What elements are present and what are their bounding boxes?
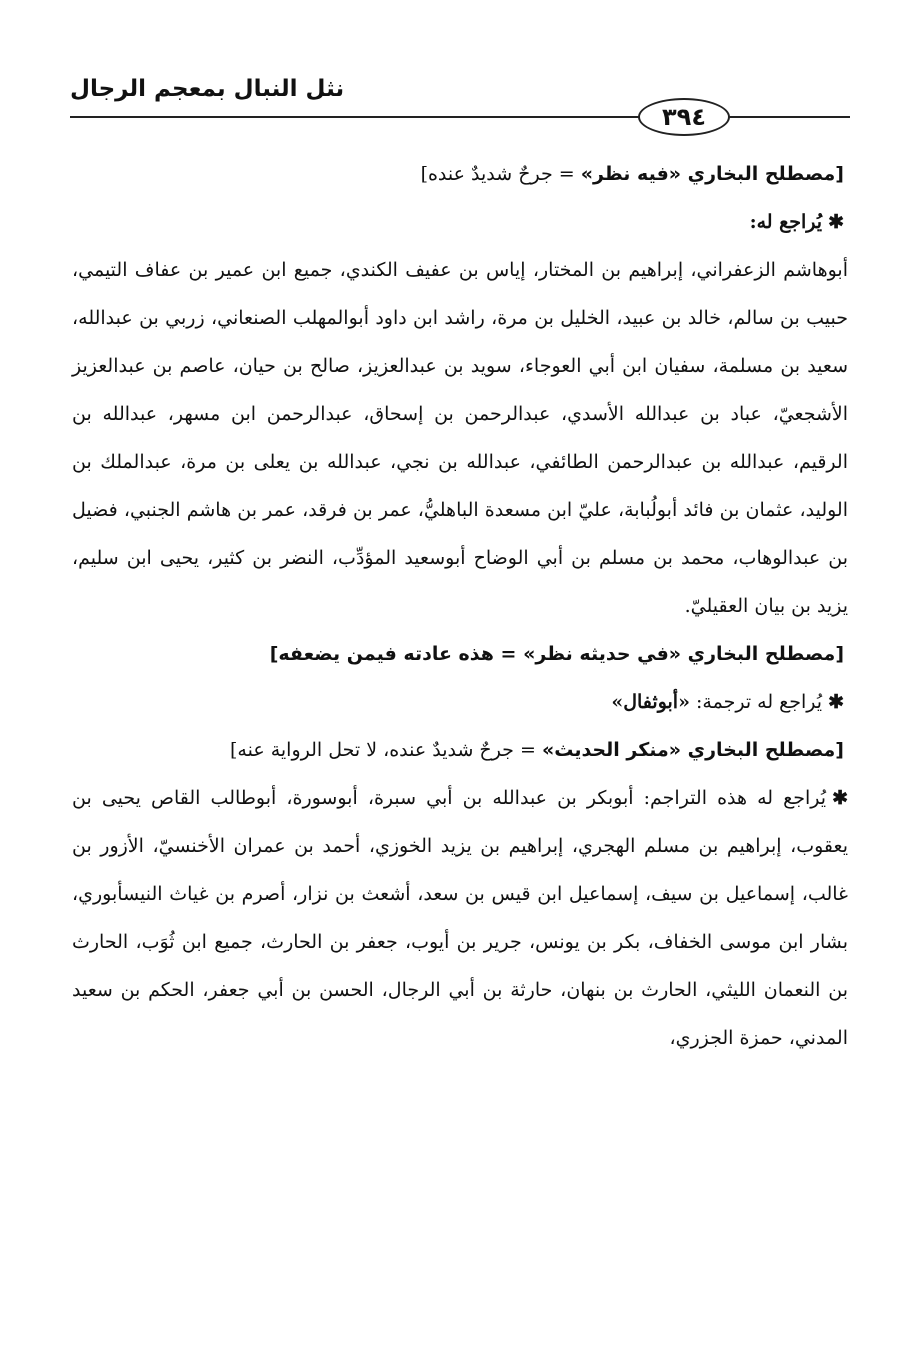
term-heading-rest: = جرحٌ شديدٌ عنده، لا تحل الرواية عنه] [229,739,542,761]
term-heading-bold: [مصطلح البخاري «فيه نظر» [580,163,844,185]
names-list: أبوبكر بن عبدالله بن أبي سبرة، أبوسورة، أبوطالب القاص يحيى بن يعقوب، إبراهيم بن مسلم الهجري، إبراهيم بن يزيد الخوزي، أحمد بن عمران الأخنسيّ، الأزور بن غالب، إسماعيل بن سيف، إسماعيل ابن قيس بن سعد، أشعث بن نزار، أصرم بن غياث النيسأبوري، بشار ابن موسى الخفاف، بكر بن يونس، جرير بن أيوب، جعفر بن الحارث، جميع ابن ثُوَب، الحارث بن النعمان الليثي، الحارث بن بنهان، حارثة بن أبي الرجال، الحسن بن أبي جعفر، الحكم بن سعيد المدني، حمزة الجزري، [72,787,848,1049]
header-rule [70,116,850,118]
see-also-label: يُراجع له: [749,211,823,233]
see-also-line [72,198,848,246]
asterisk-icon: ✱ [828,691,844,713]
body-text [72,150,848,1062]
see-also-line [72,678,848,726]
asterisk-icon: ✱ [832,787,848,809]
see-also-label: يُراجع له ترجمة: [696,691,823,713]
term-heading [72,150,848,198]
page-number: ٣٩٤ [638,98,730,136]
term-heading-bold: [مصطلح البخاري «في حديثه نظر» = هذه عادته فيمن يضعفه] [269,643,844,665]
names-paragraph: أبوهاشم الزعفراني، إبراهيم بن المختار، إياس بن عفيف الكندي، جميع ابن عمير بن عفاف التيمي، حبيب بن سالم، خالد بن عبيد، الخليل بن مرة، راشد ابن داود أبوالمهلب الصنعاني، زربي بن عبدالله، سعيد بن مسلمة، سفيان ابن أبي العوجاء، سويد بن عبدالعزيز، صالح بن حيان، عاصم بن عبدالعزيز الأشجعيّ، عباد بن عبدالله الأسدي، عبدالرحمن بن إسحاق، عبدالرحمن ابن مسهر، عبدالله بن الرقيم، عبدالله بن عبدالرحمن الطائفي، عبدالله بن نجي، عبدالله بن يعلى بن مرة، عبدالملك بن الوليد، عثمان بن فائد أبولُبابة، عليّ ابن مسعدة الباهليُّ، عمر بن فرقد، عمر بن هاشم الجنبي، فضيل بن عبدالوهاب، محمد بن مسلم بن أبي الوضاح أبوسعيد المؤدِّب، النضر بن كثير، يحيى ابن سليم، يزيد بن بيان العقيليّ. [72,259,848,617]
term-heading-rest: = جرحٌ شديدٌ عنده] [420,163,581,185]
page-header [70,72,850,131]
running-title: نثل النبال بمعجم الرجال [70,76,345,102]
asterisk-icon: ✱ [828,211,844,233]
see-also-name: «أبوثفال» [611,691,690,713]
names-paragraph [72,774,848,1062]
see-also-label: يُراجع له هذه التراجم: [643,787,827,809]
term-heading [72,630,848,678]
term-heading-bold: [مصطلح البخاري «منكر الحديث» [541,739,844,761]
term-heading [72,726,848,774]
